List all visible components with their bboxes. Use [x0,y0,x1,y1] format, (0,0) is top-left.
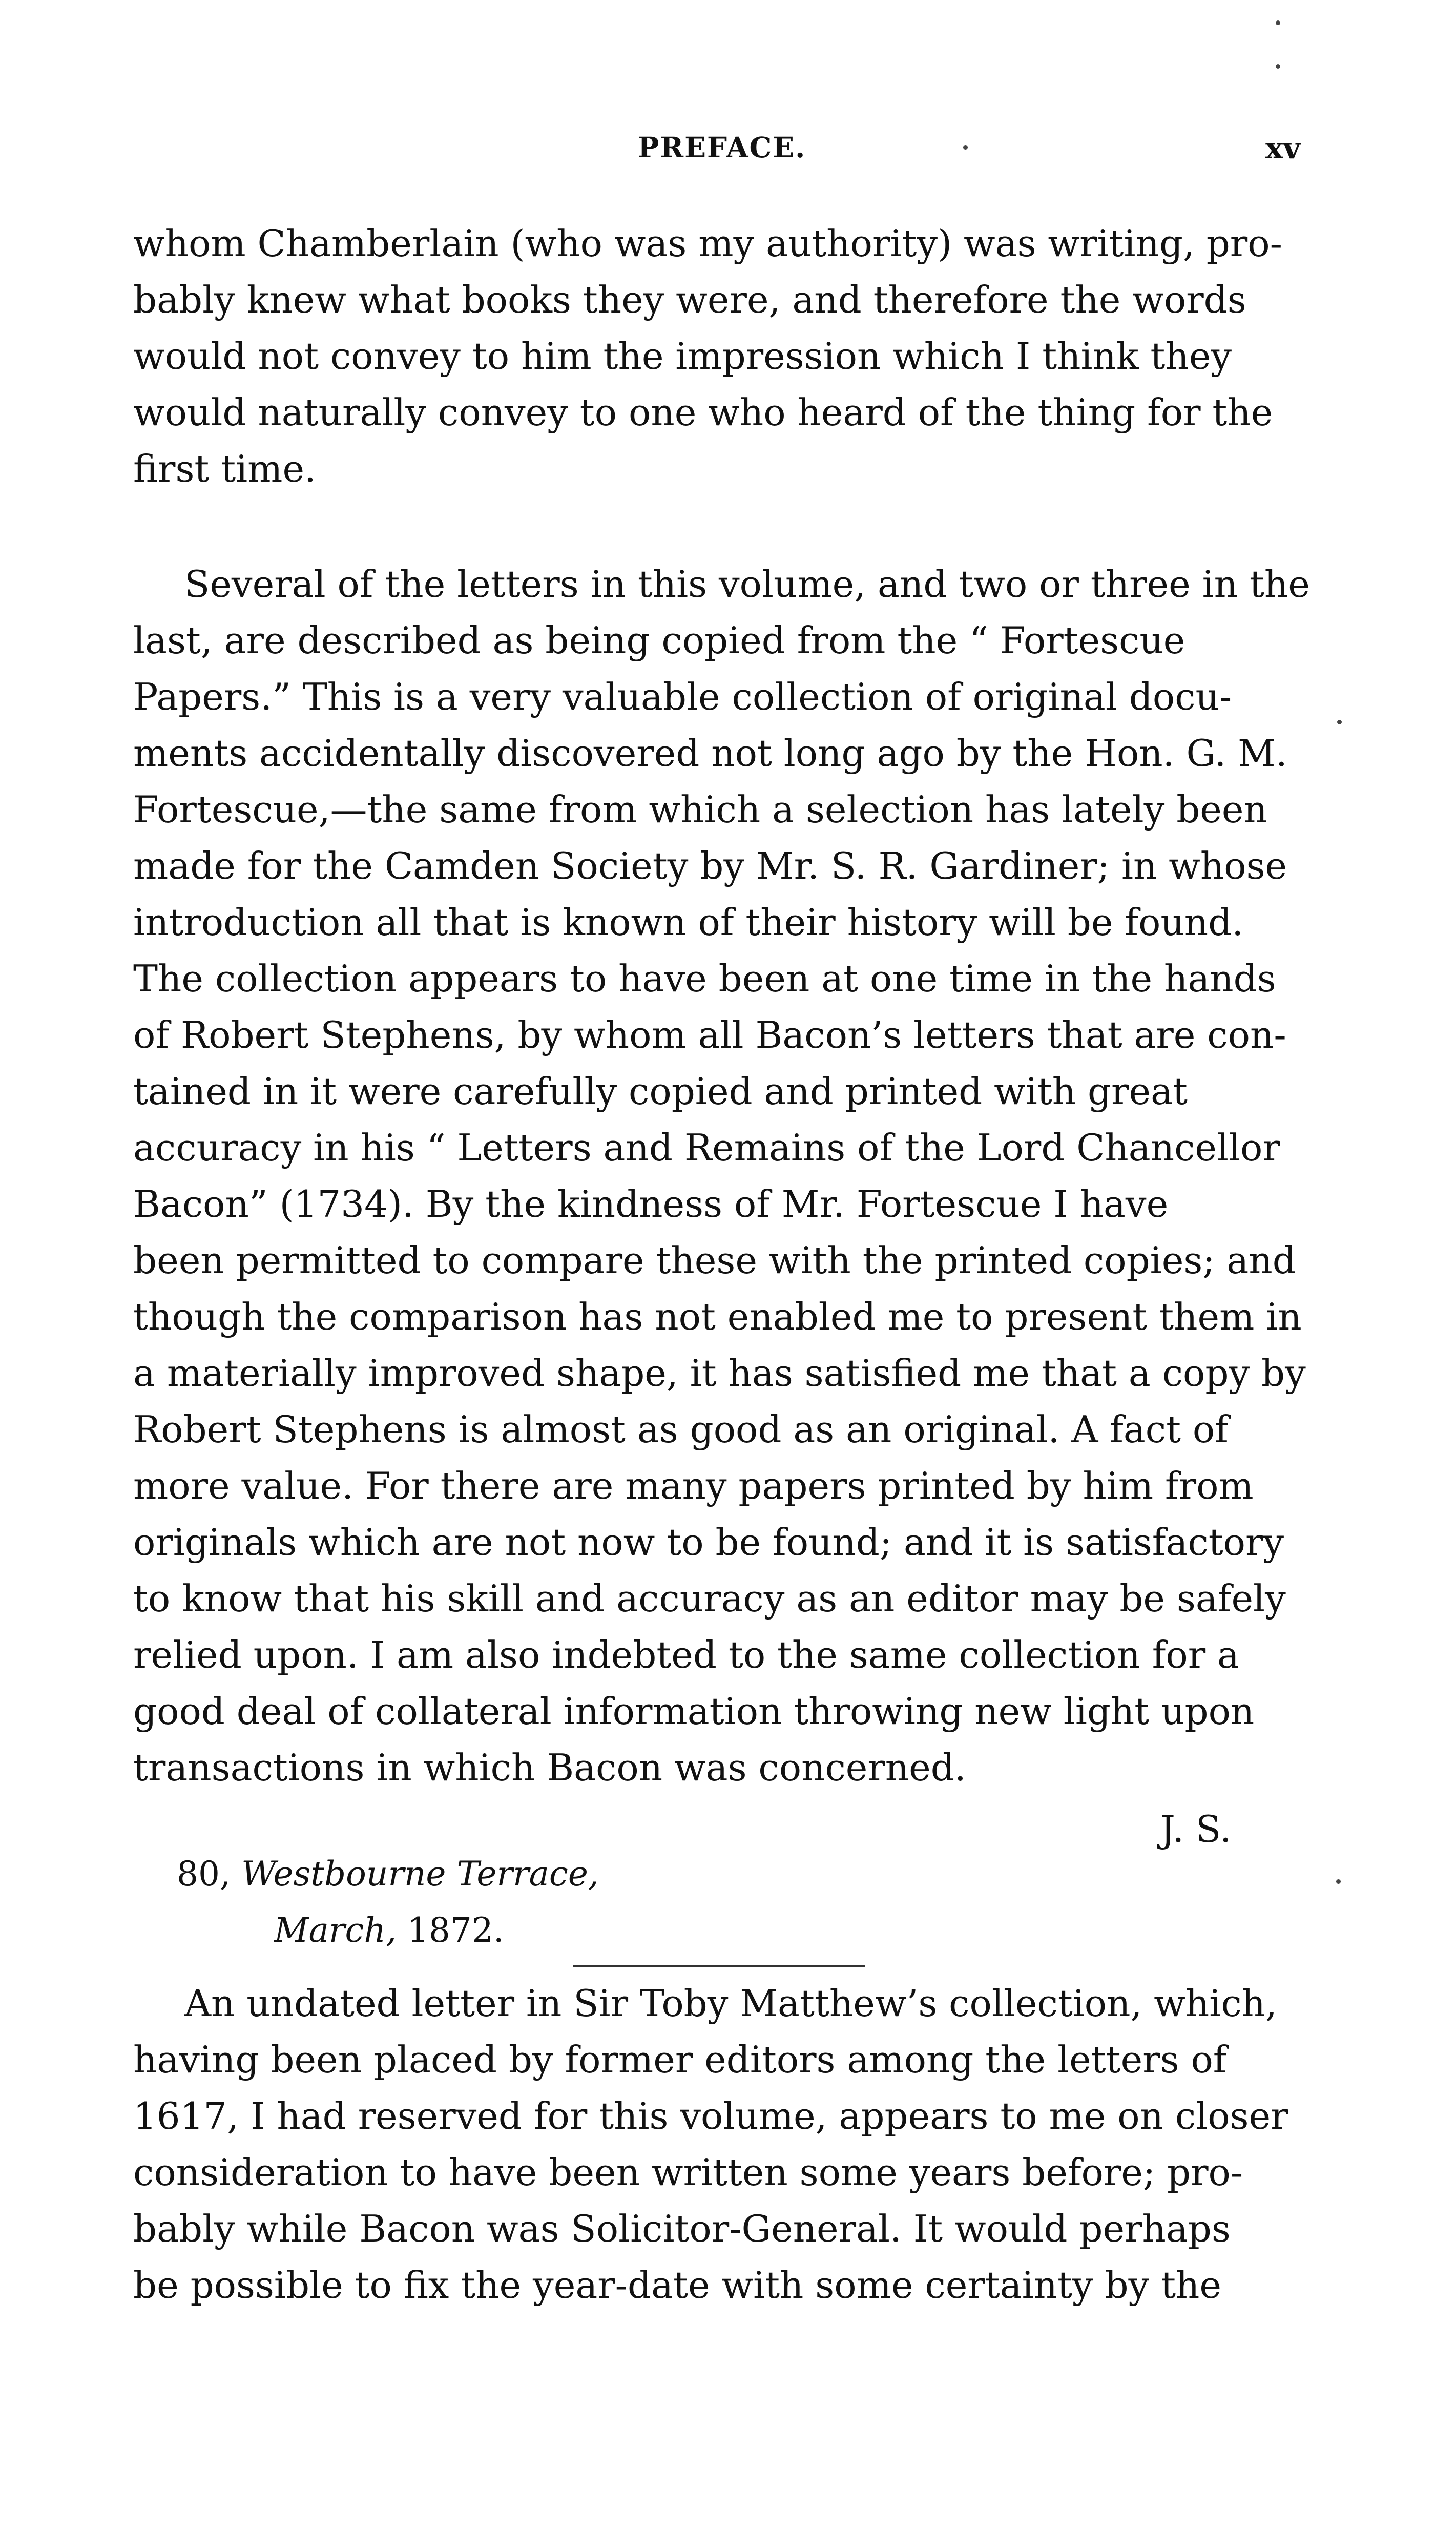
text-line: transactions in which Bacon was concerned. [133,1746,966,1789]
text-line: been permitted to compare these with the printed copies; and [133,1239,1296,1282]
address-street: Westbourne Terrace, [241,1854,599,1894]
text-line: though the comparison has not enabled me to present them in [133,1295,1302,1338]
text-line: Papers.” This is a very valuable collection of original docu- [133,675,1232,718]
text-line: be possible to fix the year-date with some certainty by the [133,2264,1222,2307]
text-line: good deal of collateral information throwing new light upon [133,1690,1255,1733]
text-line: introduction all that is known of their history will be found. [133,901,1244,944]
text-line: having been placed by former editors among the letters of [133,2038,1227,2081]
address-number: 80, [177,1854,231,1894]
text-line: would not convey to him the impression which I think they [133,335,1232,378]
text-line: The collection appears to have been at one time in the hands [133,957,1276,1000]
text-line: whom Chamberlain (who was my authority) was writing, pro- [133,222,1282,265]
text-line: bably knew what books they were, and therefore the words [133,278,1246,321]
page-number: xv [1265,131,1301,165]
text-line: Bacon” (1734). By the kindness of Mr. Fortescue I have [133,1182,1169,1226]
signature-initials: J. S. [1160,1808,1232,1851]
text-line: Fortescue,—the same from which a selection has lately been [133,788,1267,831]
date-month: March, [274,1911,397,1950]
text-line: relied upon. I am also indebted to the same collection for a [133,1633,1239,1676]
paragraph-1 [133,215,1322,497]
text-line: originals which are not now to be found; and it is satisfactory [133,1521,1284,1564]
text-line: ments accidentally discovered not long ago by the Hon. G. M. [133,732,1287,775]
text-line: An undated letter in Sir Toby Matthew’s collection, which, [184,1982,1277,2025]
running-head [0,131,1456,172]
text-line: accuracy in his “ Letters and Remains of the Lord Chancellor [133,1126,1280,1169]
text-line: last, are described as being copied from the “ Fortescue [133,619,1185,662]
date-line [177,1902,599,1959]
text-line: first time. [133,447,316,490]
text-line: consideration to have been written some years before; pro- [133,2151,1243,2194]
text-line: to know that his skill and accuracy as an editor may be safely [133,1577,1286,1620]
text-line: of Robert Stephens, by whom all Bacon’s letters that are con- [133,1013,1286,1056]
speck-mark [1276,20,1280,25]
section-divider [573,1965,865,1967]
text-line: more value. For there are many papers printed by him from [133,1464,1254,1507]
text-line: Robert Stephens is almost as good as an original. A fact of [133,1408,1229,1451]
text-line: made for the Camden Society by Mr. S. R. Gardiner; in whose [133,844,1287,887]
text-line: bably while Bacon was Solicitor-General. It would perhaps [133,2207,1231,2250]
running-title: PREFACE. [638,131,806,164]
paragraph-3 [133,1975,1322,2313]
signature-address [177,1846,599,1959]
address-line [177,1846,599,1902]
text-line: tained in it were carefully copied and printed with great [133,1070,1188,1113]
text-line: a materially improved shape, it has satisfied me that a copy by [133,1352,1306,1395]
text-line: Several of the letters in this volume, and two or three in the [184,563,1310,606]
text-line: 1617, I had reserved for this volume, appears to me on closer [133,2094,1288,2137]
text-line: would naturally convey to one who heard of the thing for the [133,391,1273,434]
date-year: 1872. [407,1911,504,1950]
speck-mark [1336,1879,1341,1884]
speck-mark [1276,64,1280,69]
paragraph-2 [133,556,1322,1796]
speck-mark [1337,720,1342,724]
